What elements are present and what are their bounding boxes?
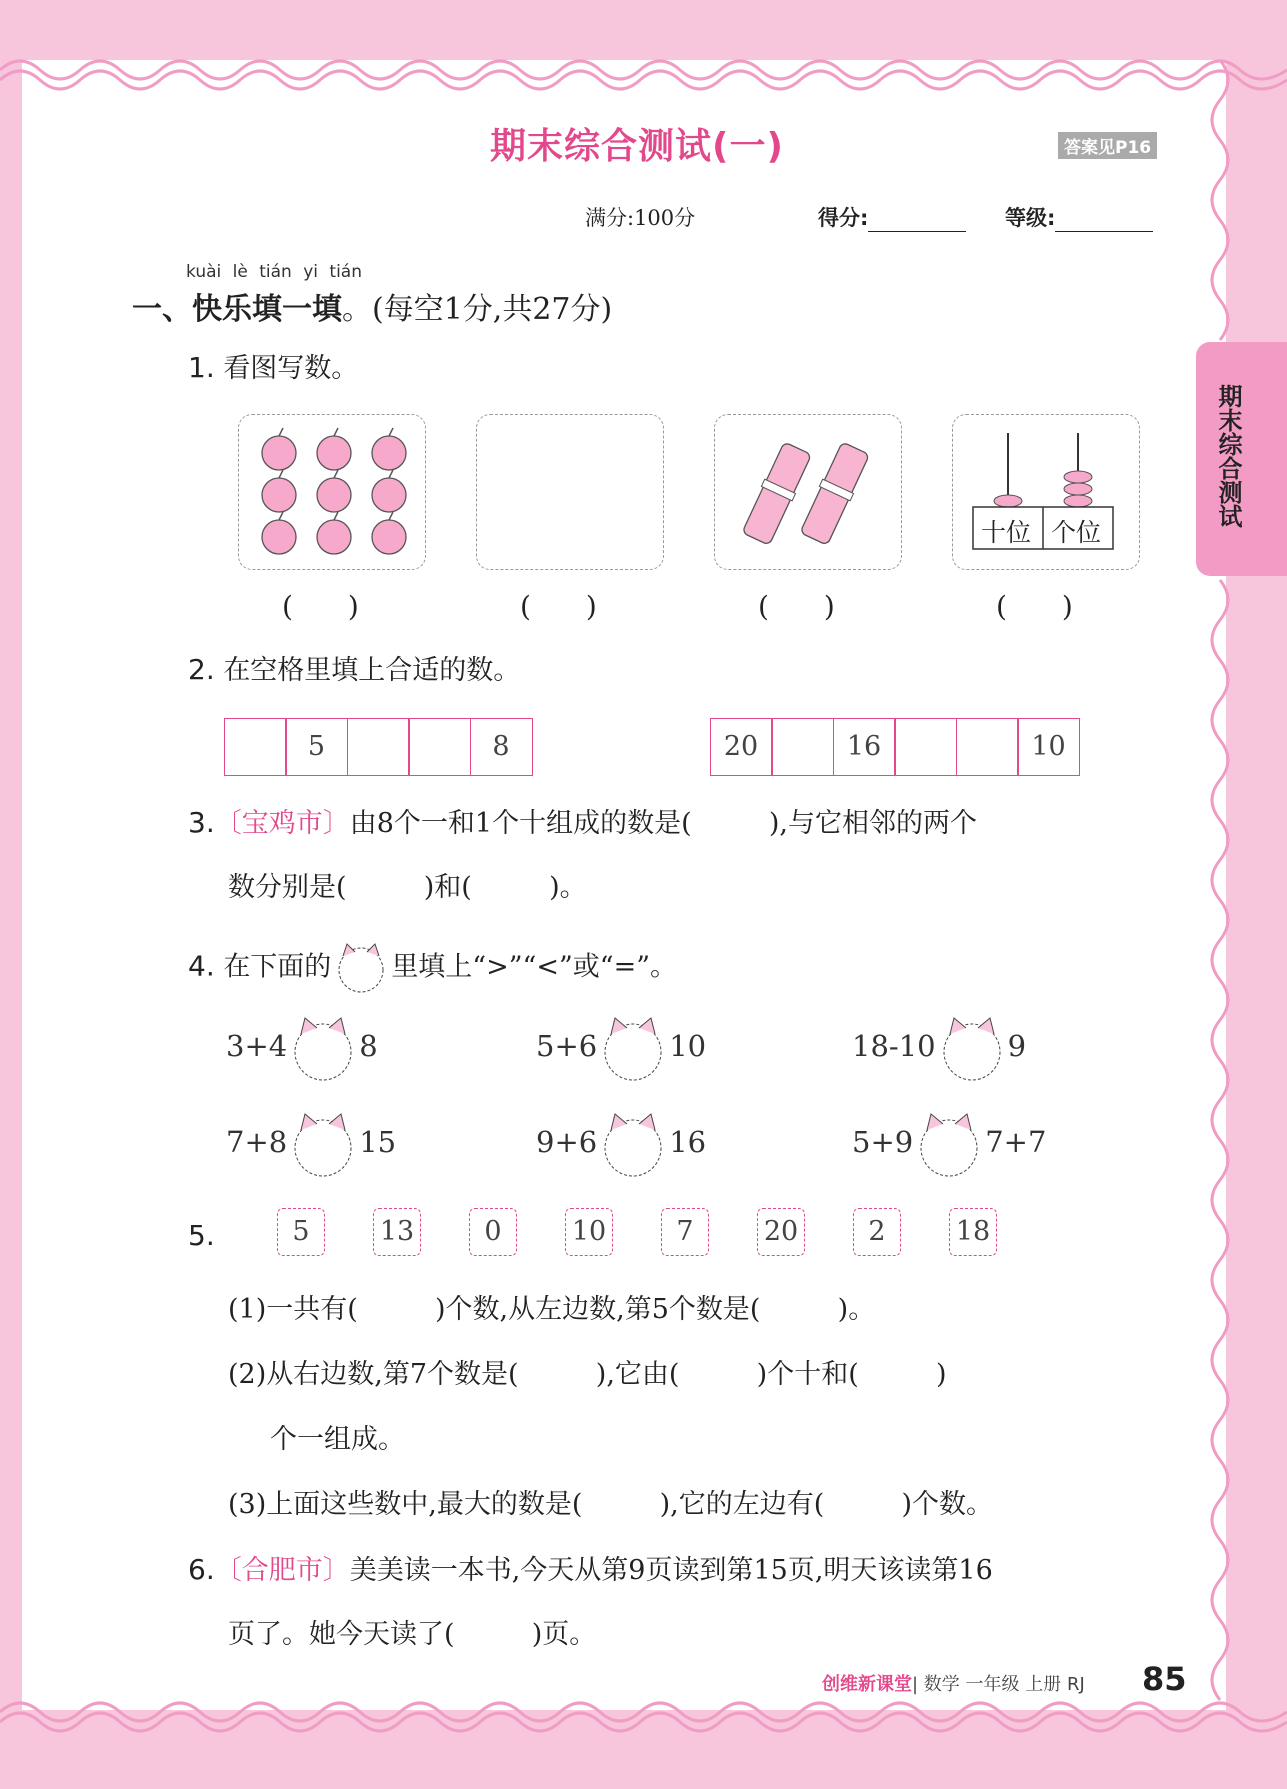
cat-icon: [331, 940, 391, 996]
compare-left: 5+9: [852, 1125, 914, 1159]
side-tab-label: 期末综合测试: [1214, 384, 1242, 528]
compare-left: 3+4: [226, 1029, 288, 1063]
section-number: 一、: [132, 292, 192, 327]
q4-text-b: 里填上“>”“<”或“=”。: [391, 951, 678, 983]
page-number: 85: [1142, 1660, 1187, 1698]
q5-number-label: 5.: [188, 1219, 215, 1252]
compare-cat-icon[interactable]: [597, 1012, 669, 1084]
q6-city: 〔合肥市〕: [214, 1555, 350, 1586]
section-pinyin: kuài lè tián yi tián: [186, 262, 362, 282]
score-field[interactable]: [818, 202, 966, 232]
score-label: 得分:: [818, 206, 869, 230]
number-card: 2: [853, 1208, 901, 1256]
footer: [822, 1670, 1085, 1696]
number-card: 18: [949, 1208, 997, 1256]
number-card: 5: [277, 1208, 325, 1256]
grid1-cell[interactable]: [408, 718, 471, 776]
q3-city: 〔宝鸡市〕: [214, 808, 350, 839]
q3-number: 3.: [188, 806, 215, 839]
q5-sub-1: (1)一共有( )个数,从左边数,第5个数是( )。: [228, 1294, 876, 1325]
q2-prompt: [188, 650, 520, 691]
q2-text: 在空格里填上合适的数。: [223, 655, 521, 686]
abacus-picture: [952, 414, 1140, 570]
q5-sub-2a: (2)从右边数,第7个数是( ),它由( )个十和( ): [228, 1359, 947, 1390]
compare-row-1-item-2: [536, 1012, 706, 1084]
q5-number: [188, 1216, 215, 1257]
q6-line-2: 页了。她今天读了( )页。: [228, 1619, 597, 1650]
compare-right: 10: [669, 1029, 707, 1063]
q3-line-2: 数分别是( )和( )。: [228, 872, 587, 903]
empty-picture[interactable]: [476, 414, 664, 570]
grade-label: 等级:: [1005, 206, 1056, 230]
number-card: 7: [661, 1208, 709, 1256]
page-title: 期末综合测试(一): [490, 126, 784, 167]
number-card: 20: [757, 1208, 805, 1256]
section-heading: [132, 284, 612, 328]
grid2-cell[interactable]: [894, 718, 957, 776]
apples-icon: [239, 415, 425, 569]
q6-line-1: [188, 1550, 993, 1591]
q4-number: 4.: [188, 949, 215, 983]
q1-number: 1.: [188, 351, 215, 384]
q1-answer-2[interactable]: ( ): [520, 590, 597, 623]
number-grid-2: [711, 718, 1080, 776]
grid1-cell: 5: [285, 718, 348, 776]
grid1-cell[interactable]: [347, 718, 410, 776]
compare-row-2-item-1: [226, 1108, 396, 1180]
compare-right: 9: [1007, 1029, 1027, 1063]
q1-answer-1[interactable]: ( ): [282, 590, 359, 623]
grid1-cell: 8: [470, 718, 533, 776]
grade-field[interactable]: [1005, 202, 1153, 232]
q3-line-1: [188, 803, 977, 844]
q1-answer-3[interactable]: ( ): [758, 590, 835, 623]
number-grid-1: [225, 718, 533, 776]
q2-number: 2.: [188, 653, 215, 686]
compare-row-2-item-2: [536, 1108, 706, 1180]
tens-place-label: 十位: [981, 518, 1032, 547]
ones-place-label: 个位: [1051, 518, 1102, 547]
compare-left: 9+6: [536, 1125, 598, 1159]
answer-reference-badge: 答案见P16: [1058, 132, 1157, 159]
q5-sub-3: (3)上面这些数中,最大的数是( ),它的左边有( )个数。: [228, 1489, 994, 1520]
side-tab: [1196, 342, 1287, 576]
compare-row-1-item-1: [226, 1012, 378, 1084]
compare-right: 8: [359, 1029, 378, 1063]
number-card: 0: [469, 1208, 517, 1256]
compare-right: 7+7: [985, 1125, 1047, 1159]
q3-text-1: 由8个一和1个十组成的数是( ),与它相邻的两个: [349, 808, 977, 839]
grid1-cell[interactable]: [224, 718, 287, 776]
compare-cat-icon[interactable]: [597, 1108, 669, 1180]
grade-blank[interactable]: [1055, 211, 1153, 232]
grid2-cell: 20: [710, 718, 773, 776]
compare-left: 18-10: [852, 1029, 936, 1063]
grid2-cell: 16: [833, 718, 896, 776]
number-card: 10: [565, 1208, 613, 1256]
compare-cat-icon[interactable]: [913, 1108, 985, 1180]
compare-cat-icon[interactable]: [287, 1108, 359, 1180]
stick-bundles-icon: [715, 415, 901, 569]
sticks-picture: [714, 414, 902, 570]
compare-row-2-item-3: [852, 1108, 1046, 1180]
compare-cat-icon[interactable]: [936, 1012, 1008, 1084]
q1-answer-4[interactable]: ( ): [996, 590, 1073, 623]
grid2-cell[interactable]: [771, 718, 834, 776]
q1-prompt: [188, 348, 358, 389]
compare-row-1-item-3: [852, 1012, 1026, 1084]
q4-text-a: 在下面的: [223, 951, 332, 983]
apple-picture: [238, 414, 426, 570]
compare-left: 5+6: [536, 1029, 598, 1063]
q5-sub-2b: 个一组成。: [270, 1424, 405, 1455]
q1-text: 看图写数。: [223, 353, 359, 384]
footer-brand: 创维新课堂: [822, 1674, 912, 1695]
compare-left: 7+8: [226, 1125, 288, 1159]
section-title: 快乐填一填: [192, 292, 342, 327]
grid2-cell: 10: [1017, 718, 1080, 776]
score-blank[interactable]: [868, 211, 966, 232]
grid2-cell[interactable]: [956, 718, 1019, 776]
footer-info: | 数学 一年级 上册 RJ: [912, 1674, 1085, 1695]
number-card: 13: [373, 1208, 421, 1256]
compare-cat-icon[interactable]: [287, 1012, 359, 1084]
full-score: 满分:100分: [585, 206, 696, 230]
q4-prompt: [188, 940, 677, 996]
section-note: 。(每空1分,共27分): [342, 292, 613, 327]
q6-text-1: 美美读一本书,今天从第9页读到第15页,明天该读第16: [349, 1555, 993, 1586]
compare-right: 16: [669, 1125, 707, 1159]
q6-number: 6.: [188, 1553, 215, 1586]
compare-right: 15: [359, 1125, 397, 1159]
